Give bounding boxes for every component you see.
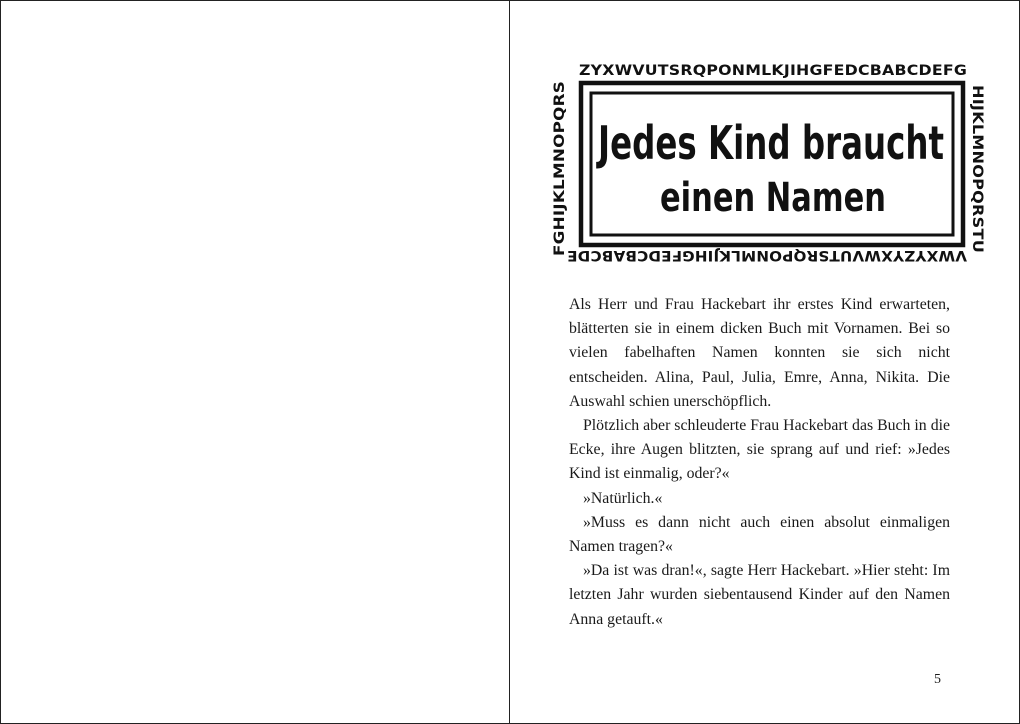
alphabet-bottom: VWXYZYXWVUTSRQPONMLKJIHGFEDCBABCDE (567, 247, 967, 263)
chapter-title-line2: einen Namen (660, 175, 886, 221)
paragraph: »Da ist was dran!«, sagte Herr Hackebart. »Hier steht: Im letzten Jahr wurden siebentausend Kinder auf den Namen Anna getauft.« (569, 562, 950, 628)
paragraph: Plötzlich aber schleuderte Frau Hackebart das Buch in die Ecke, ihre Augen blitzten, sie sprang auf und rief: »Jedes Kind ist einmalig, oder?« (569, 417, 950, 483)
paragraph: »Natürlich.« (583, 489, 663, 507)
alphabet-right: HIJKLMNOPQRSTU (969, 85, 985, 237)
left-page-blank (1, 1, 510, 723)
paragraph: »Muss es dann nicht auch einen absolut einmaligen Namen tragen?« (569, 513, 950, 556)
body-text (569, 293, 950, 632)
chapter-title-line1: Jedes Kind braucht (595, 116, 944, 170)
page-number: 5 (934, 672, 941, 687)
alphabet-left: FGHIJKLMNOPQRS (552, 104, 568, 256)
chapter-title-frame (553, 51, 983, 273)
right-page (511, 1, 1019, 723)
alphabet-top: ZYXWVUTSRQPONMLKJIHGFEDCBABCDEFG (579, 63, 967, 79)
paragraph: Als Herr und Frau Hackebart ihr erstes Kind erwarteten, blätterten sie in einem dicken Buch mit Vornamen. Bei so vielen fabelhaften Namen konnten sie sich nicht entscheiden. Alina, Paul, Julia, Emre, Anna, Nikita. Die Auswahl schien unerschöpflich. (569, 296, 950, 410)
